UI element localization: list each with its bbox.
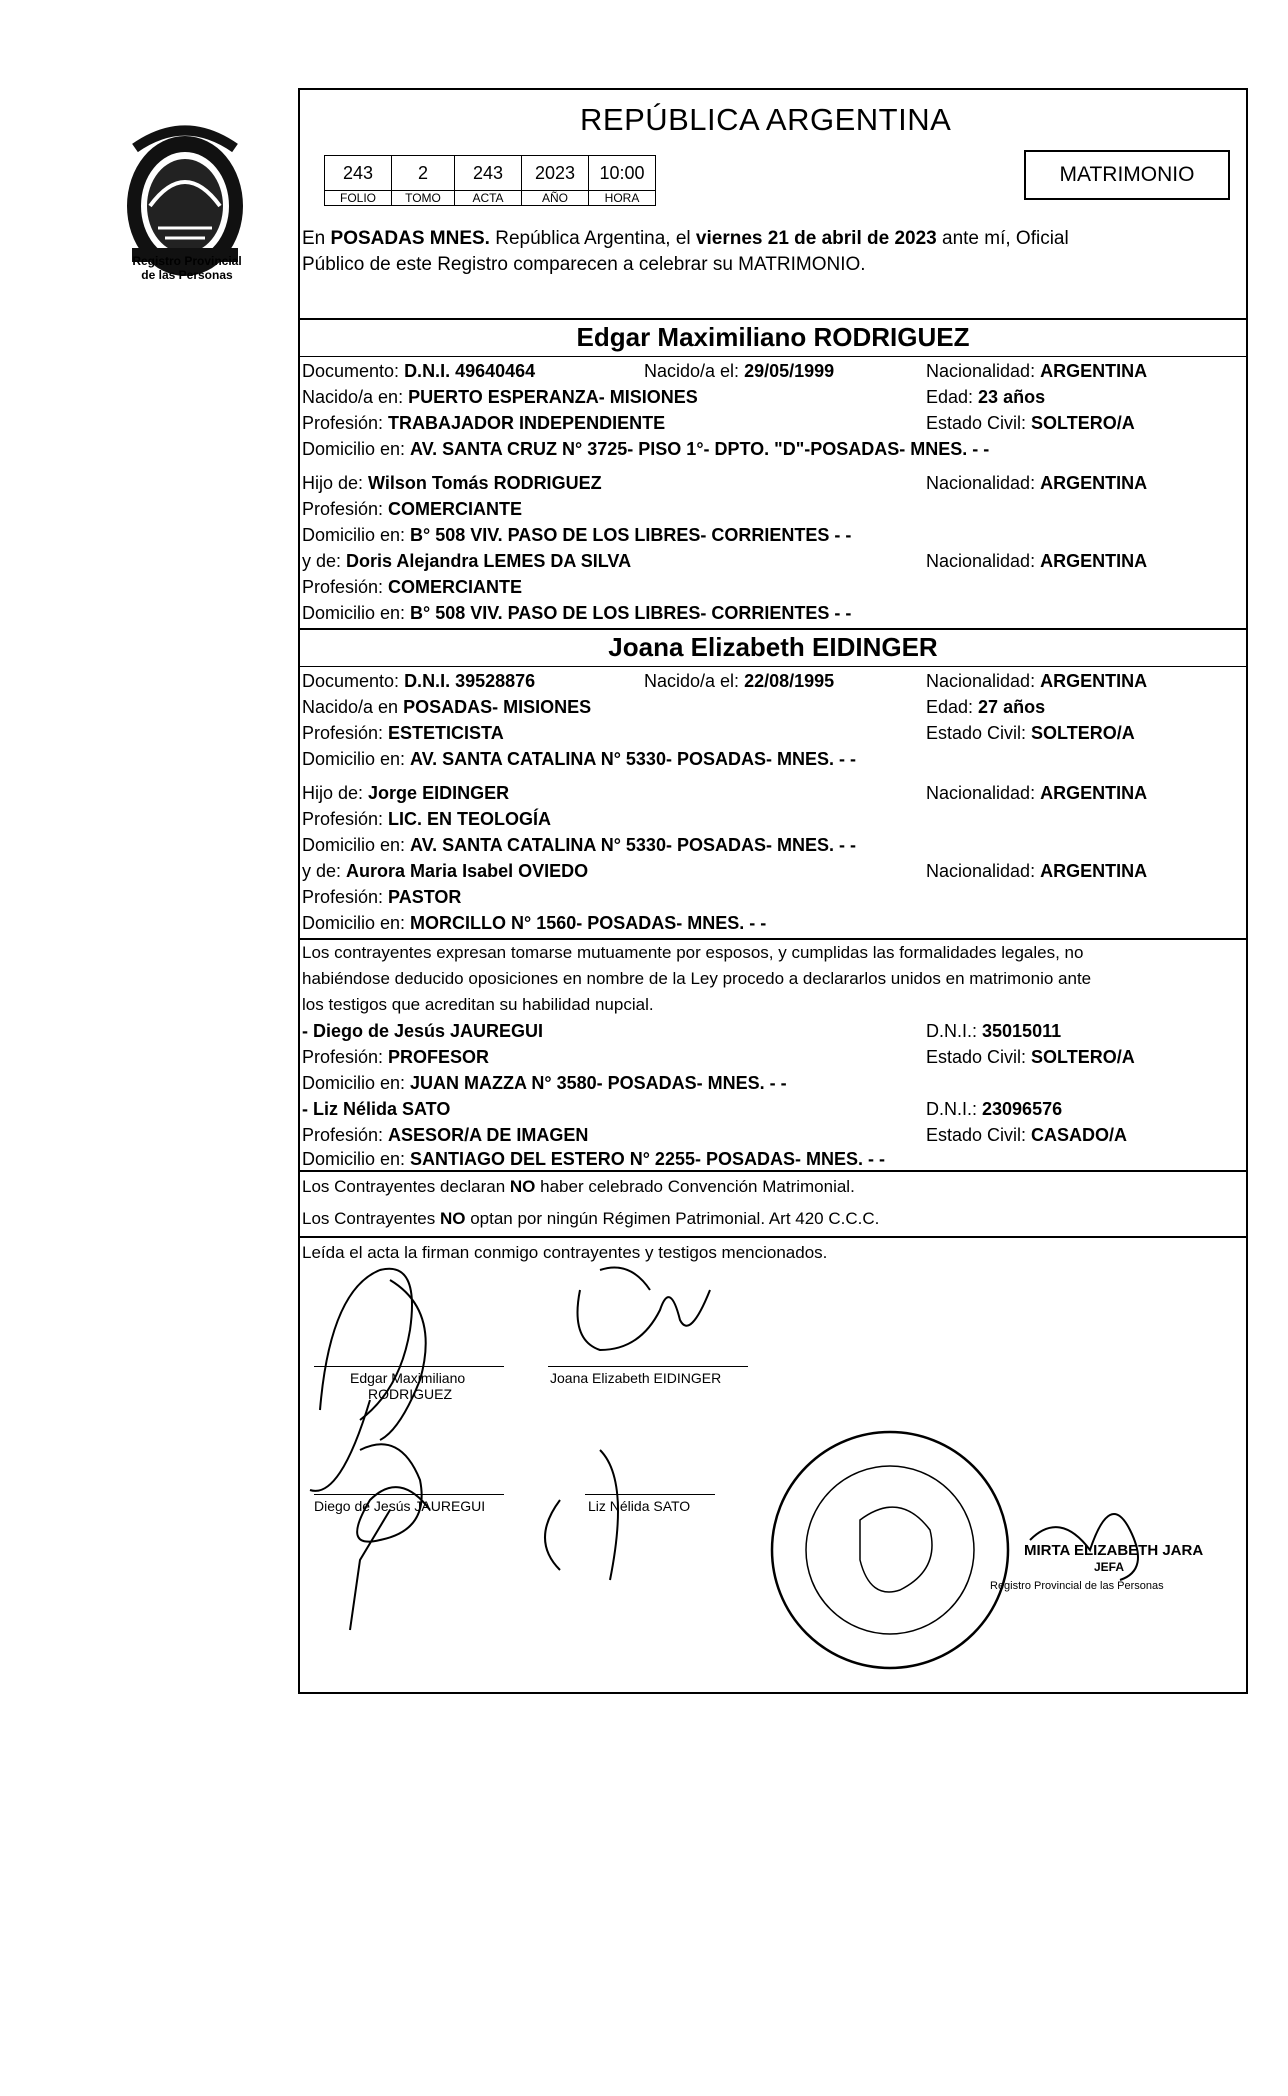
field-value: AV. SANTA CATALINA N° 5330- POSADAS- MNES. - - — [410, 835, 856, 855]
signature-line — [314, 1366, 504, 1367]
field-label: Profesión: — [302, 413, 389, 433]
field-value: ARGENTINA — [1040, 783, 1148, 803]
code-label: FOLIO — [325, 191, 392, 206]
field-value: TRABAJADOR INDEPENDIENTE — [388, 413, 666, 433]
field-value: SANTIAGO DEL ESTERO N° 2255- POSADAS- MNES. - - — [410, 1149, 885, 1169]
spouse1-profession — [302, 410, 665, 436]
spouse2-mother-profession — [302, 884, 461, 910]
field-value: ARGENTINA — [1040, 861, 1148, 881]
field-value: ARGENTINA — [1040, 361, 1148, 381]
field-value: PASTOR — [388, 887, 462, 907]
spouse1-mother-address — [302, 600, 851, 626]
signature-line — [314, 1494, 504, 1495]
field-label: Profesión: — [302, 809, 389, 829]
handwritten-signatures — [300, 1250, 1280, 1690]
field-label: Domicilio en: — [302, 1073, 411, 1093]
field-value: COMERCIANTE — [388, 577, 523, 597]
registry-caption-line2: de las Personas — [141, 268, 233, 282]
spouse2-mother-nationality — [926, 858, 1147, 884]
field-label: Hijo de: — [302, 473, 369, 493]
spouse2-name: Joana Elizabeth EIDINGER — [608, 632, 938, 662]
intro-line-1 — [302, 226, 1069, 252]
field-label: Profesión: — [302, 499, 389, 519]
field-value: SOLTERO/A — [1031, 723, 1135, 743]
code-label: AÑO — [522, 191, 589, 206]
field-value: 35015011 — [982, 1021, 1062, 1041]
field-value: B° 508 VIV. PASO DE LOS LIBRES- CORRIENTES - - — [410, 525, 852, 545]
intro-text: ante mí, Oficial — [936, 228, 1069, 249]
field-value: AV. SANTA CATALINA N° 5330- POSADAS- MNES. - - — [410, 749, 856, 769]
spouse2-father-nationality — [926, 780, 1147, 806]
field-label: Domicilio en: — [302, 603, 411, 623]
regime-text: haber celebrado Convención Matrimonial. — [535, 1177, 855, 1196]
intro-place: POSADAS MNES. — [330, 228, 490, 249]
field-value: POSADAS- MISIONES — [403, 697, 592, 717]
witness1-dni — [926, 1018, 1061, 1044]
field-label: Nacido/a el: — [644, 361, 745, 381]
field-value: PUERTO ESPERANZA- MISIONES — [408, 387, 698, 407]
code-label: TOMO — [392, 191, 455, 206]
field-label: Estado Civil: — [926, 1125, 1032, 1145]
witness2-address — [302, 1146, 885, 1172]
field-label: Edad: — [926, 387, 979, 407]
spouse1-birthdate — [644, 358, 834, 384]
divider — [298, 318, 1248, 320]
spouse1-father-profession — [302, 496, 522, 522]
official-name: MIRTA ELIZABETH JARA — [1024, 1542, 1204, 1559]
country-title: REPÚBLICA ARGENTINA — [580, 102, 952, 137]
registry-caption — [108, 254, 266, 282]
field-value: CASADO/A — [1031, 1125, 1128, 1145]
field-label: y de: — [302, 861, 347, 881]
divider — [298, 356, 1248, 357]
witness1-civil-status — [926, 1044, 1135, 1070]
code-value: 243 — [455, 156, 522, 191]
witness2-profession — [302, 1122, 588, 1148]
spouse1-address — [302, 436, 989, 462]
regime-line-1 — [302, 1174, 855, 1200]
field-label: Profesión: — [302, 1047, 389, 1067]
field-label: y de: — [302, 551, 347, 571]
field-label: Nacido/a en: — [302, 387, 409, 407]
spouse1-document — [302, 358, 535, 384]
field-label: Profesión: — [302, 577, 389, 597]
field-label: Nacionalidad: — [926, 671, 1041, 691]
spouse2-father — [302, 780, 509, 806]
intro-line-2: Público de este Registro comparecen a celebrar su MATRIMONIO. — [302, 254, 866, 275]
field-value: B° 508 VIV. PASO DE LOS LIBRES- CORRIENTES - - — [410, 603, 852, 623]
field-value: Aurora Maria Isabel OVIEDO — [346, 861, 589, 881]
code-label: ACTA — [455, 191, 522, 206]
field-value: Doris Alejandra LEMES DA SILVA — [346, 551, 632, 571]
witness2-civil-status — [926, 1122, 1127, 1148]
registry-caption-line1: Registro Provincial — [132, 254, 242, 268]
field-label: Profesión: — [302, 887, 389, 907]
field-label: Edad: — [926, 697, 979, 717]
field-label: Nacionalidad: — [926, 783, 1041, 803]
field-value: 22/08/1995 — [744, 671, 835, 691]
intro-text: República Argentina, el — [489, 228, 696, 249]
intro-date: viernes 21 de abril de 2023 — [695, 228, 937, 249]
spouse2-document — [302, 668, 535, 694]
code-value: 2023 — [522, 156, 589, 191]
field-label: Nacionalidad: — [926, 361, 1041, 381]
regime-text: Los Contrayentes — [302, 1209, 440, 1228]
declaration-line-2: habiéndose deducido oposiciones en nombre de la Ley procedo a declararlos unidos en matrimonio ante — [302, 969, 1092, 988]
field-label: Estado Civil: — [926, 413, 1032, 433]
field-label: Domicilio en: — [302, 749, 411, 769]
field-label: Domicilio en: — [302, 439, 411, 459]
field-label: Documento: — [302, 361, 405, 381]
field-value: 29/05/1999 — [744, 361, 835, 381]
divider — [298, 1236, 1248, 1238]
divider — [298, 628, 1248, 630]
spouse2-birthplace — [302, 694, 591, 720]
field-label: Domicilio en: — [302, 835, 411, 855]
spouse2-birthdate — [644, 668, 834, 694]
signature-name: Edgar Maximiliano — [350, 1370, 466, 1386]
signature-label-spouse2: Joana Elizabeth EIDINGER — [550, 1370, 722, 1386]
official-role: JEFA — [1094, 1560, 1125, 1574]
field-value: D.N.I. 49640464 — [404, 361, 536, 381]
field-label: Profesión: — [302, 723, 389, 743]
field-value: PROFESOR — [388, 1047, 490, 1067]
spouse1-mother-nationality — [926, 548, 1147, 574]
field-label: D.N.I.: — [926, 1021, 983, 1041]
field-value: SOLTERO/A — [1031, 413, 1135, 433]
spouse2-age — [926, 694, 1045, 720]
witness2-name: - Liz Nélida SATO — [302, 1099, 451, 1119]
field-value: ARGENTINA — [1040, 551, 1148, 571]
spouse1-age — [926, 384, 1045, 410]
spouse1-name: Edgar Maximiliano RODRIGUEZ — [576, 322, 970, 352]
field-value: ESTETICISTA — [388, 723, 504, 743]
signature-intro: Leída el acta la firman conmigo contrayentes y testigos mencionados. — [302, 1243, 828, 1262]
signature-label-witness1: Diego de Jesús JAUREGUI — [314, 1498, 486, 1514]
spouse2-mother-address — [302, 910, 766, 936]
field-value: Jorge EIDINGER — [368, 783, 510, 803]
spouse2-father-profession — [302, 806, 551, 832]
signature-line — [585, 1494, 715, 1495]
spouse2-profession — [302, 720, 504, 746]
field-label: Nacionalidad: — [926, 861, 1041, 881]
field-label: Domicilio en: — [302, 1149, 411, 1169]
signature-name: RODRIGUEZ — [368, 1386, 452, 1402]
field-value: ASESOR/A DE IMAGEN — [388, 1125, 589, 1145]
witness1-profession — [302, 1044, 489, 1070]
signature-line — [548, 1366, 748, 1367]
record-type-box: MATRIMONIO — [1024, 150, 1230, 200]
official-office: Registro Provincial de las Personas — [990, 1580, 1164, 1592]
spouse1-civil-status — [926, 410, 1135, 436]
spouse1-father — [302, 470, 602, 496]
field-value: 23 años — [978, 387, 1046, 407]
field-value: MORCILLO N° 1560- POSADAS- MNES. - - — [410, 913, 767, 933]
field-label: Estado Civil: — [926, 1047, 1032, 1067]
field-label: Nacionalidad: — [926, 551, 1041, 571]
field-value: 23096576 — [982, 1099, 1063, 1119]
code-value: 243 — [325, 156, 392, 191]
field-value: SOLTERO/A — [1031, 1047, 1135, 1067]
field-label: Domicilio en: — [302, 913, 411, 933]
spouse1-mother-profession — [302, 574, 522, 600]
spouse1-birthplace — [302, 384, 698, 410]
field-label: Nacido/a el: — [644, 671, 745, 691]
spouse2-address — [302, 746, 856, 772]
regime-emphasis: NO — [439, 1209, 466, 1228]
field-value: D.N.I. 39528876 — [404, 671, 536, 691]
signature-label-witness2: Liz Nélida SATO — [588, 1498, 691, 1514]
witness1-address — [302, 1070, 787, 1096]
field-label: Profesión: — [302, 1125, 389, 1145]
field-value: COMERCIANTE — [388, 499, 523, 519]
field-label: Documento: — [302, 671, 405, 691]
divider — [298, 666, 1248, 667]
field-label: Nacionalidad: — [926, 473, 1041, 493]
field-value: AV. SANTA CRUZ N° 3725- PISO 1°- DPTO. "D"-POSADAS- MNES. - - — [410, 439, 990, 459]
field-value: Wilson Tomás RODRIGUEZ — [368, 473, 602, 493]
field-label: D.N.I.: — [926, 1099, 983, 1119]
regime-line-2 — [302, 1206, 879, 1232]
witness1-name: - Diego de Jesús JAUREGUI — [302, 1021, 544, 1041]
signature-label-spouse1 — [350, 1370, 465, 1402]
field-value: LIC. EN TEOLOGÍA — [388, 809, 552, 829]
spouse1-nationality — [926, 358, 1147, 384]
field-label: Nacido/a en — [302, 697, 404, 717]
field-value: ARGENTINA — [1040, 473, 1148, 493]
regime-emphasis: NO — [509, 1177, 536, 1196]
field-value: 27 años — [978, 697, 1046, 717]
field-label: Domicilio en: — [302, 525, 411, 545]
regime-text: optan por ningún Régimen Patrimonial. Art 420 C.C.C. — [465, 1209, 880, 1228]
regime-text: Los Contrayentes declaran — [302, 1177, 510, 1196]
spouse1-mother — [302, 548, 631, 574]
spouse2-father-address — [302, 832, 856, 858]
code-value: 2 — [392, 156, 455, 191]
spouse1-father-address — [302, 522, 851, 548]
spouse1-father-nationality — [926, 470, 1147, 496]
spouse2-mother — [302, 858, 588, 884]
field-label: Estado Civil: — [926, 723, 1032, 743]
field-label: Hijo de: — [302, 783, 369, 803]
field-value: ARGENTINA — [1040, 671, 1148, 691]
declaration-line-3: los testigos que acreditan su habilidad nupcial. — [302, 995, 654, 1014]
intro-text: En — [302, 228, 331, 249]
field-value: JUAN MAZZA N° 3580- POSADAS- MNES. - - — [410, 1073, 787, 1093]
spouse2-civil-status — [926, 720, 1135, 746]
witness2-dni — [926, 1096, 1062, 1122]
record-codes-table — [324, 155, 656, 206]
spouse2-nationality — [926, 668, 1147, 694]
code-label: HORA — [589, 191, 656, 206]
code-value: 10:00 — [589, 156, 656, 191]
declaration-line-1: Los contrayentes expresan tomarse mutuamente por esposos, y cumplidas las formalidades legales, no — [302, 943, 1084, 962]
